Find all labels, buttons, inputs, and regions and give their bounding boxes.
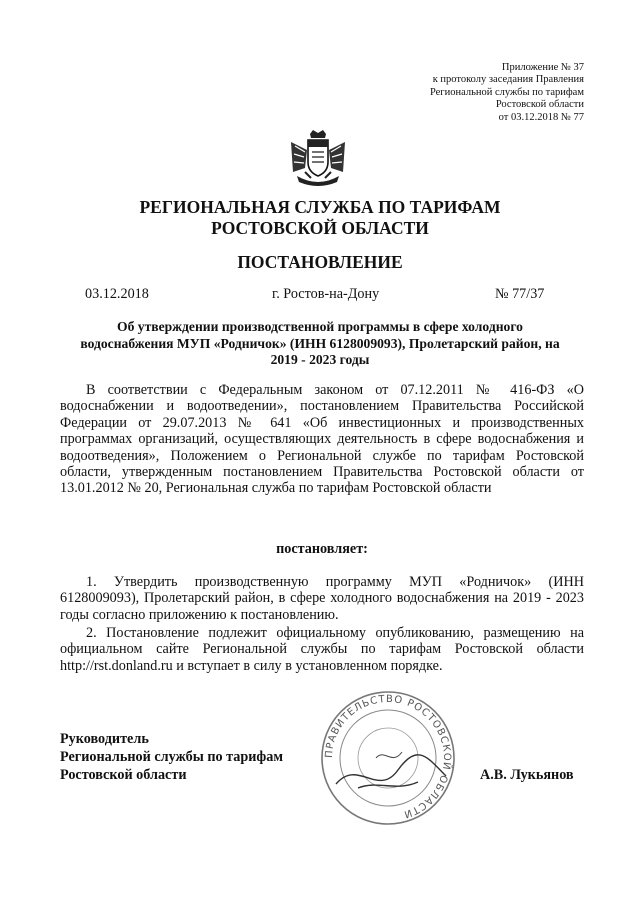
document-city: г. Ростов-на-Дону — [272, 286, 380, 302]
resolution-item-2: 2. Постановление подлежит официальному опубликованию, размещению на официальном сайте Региональной службы по тарифам Ростовской области http://rst.donland.ru и вступает в силу в установленном порядке. — [60, 625, 584, 674]
signature-block — [60, 730, 283, 784]
document-type: ПОСТАНОВЛЕНИЕ — [237, 252, 403, 272]
document-subject: Об утверждении производственной программы в сфере холодного водоснабжения МУП «Родничок» (ИНН 6128009093), Пролетарский район, на 2019 - 2023 годы — [80, 319, 560, 368]
annex-line: к протоколу заседания Правления — [432, 74, 584, 86]
stamp-ring-text: ПРАВИТЕЛЬСТВО РОСТОВСКОЙ ОБЛАСТИ — [323, 693, 453, 820]
agency-title-line: РЕГИОНАЛЬНАЯ СЛУЖБА ПО ТАРИФАМ — [139, 197, 501, 217]
signer-name: А.В. Лукьянов — [480, 767, 574, 783]
agency-title — [60, 197, 580, 239]
agency-title-line: РОСТОВСКОЙ ОБЛАСТИ — [211, 218, 429, 238]
signature-title-line: Ростовской области — [60, 767, 187, 783]
preamble-paragraph: В соответствии с Федеральным законом от 07.12.2011 № 416-ФЗ «О водоснабжении и водоотведении», постановлением Правительства Российской Федерации от 29.07.2013 № 641 «Об инвестиционных и производственных программах организаций, осуществляющих деятельность в сфере водоснабжения и водоотведения», Положением о Региональной службе по тарифам Ростовской области, утвержденным постановлением Правительства Ростовской области от 13.01.2012 № 20, Региональная служба по тарифам Ростовской области — [60, 382, 584, 497]
annex-reference — [430, 62, 584, 124]
annex-line: Региональной службы по тарифам — [429, 86, 584, 98]
signature-title-line: Руководитель — [60, 731, 149, 747]
resolves-heading: постановляет: — [276, 541, 368, 557]
coat-of-arms-icon — [287, 128, 349, 190]
document-date: 03.12.2018 — [85, 286, 149, 302]
official-seal-icon — [318, 688, 458, 828]
annex-line: от 03.12.2018 № 77 — [498, 111, 584, 123]
annex-line: Приложение № 37 — [501, 62, 584, 73]
document-number: № 77/37 — [495, 286, 545, 302]
annex-line: Ростовской области — [495, 99, 584, 111]
resolution-item-1: 1. Утвердить производственную программу МУП «Родничок» (ИНН 6128009093), Пролетарский район, в сфере холодного водоснабжения на 2019 - 2023 годы согласно приложению к постановлению. — [60, 574, 584, 623]
signature-title-line: Региональной службы по тарифам — [60, 749, 284, 765]
